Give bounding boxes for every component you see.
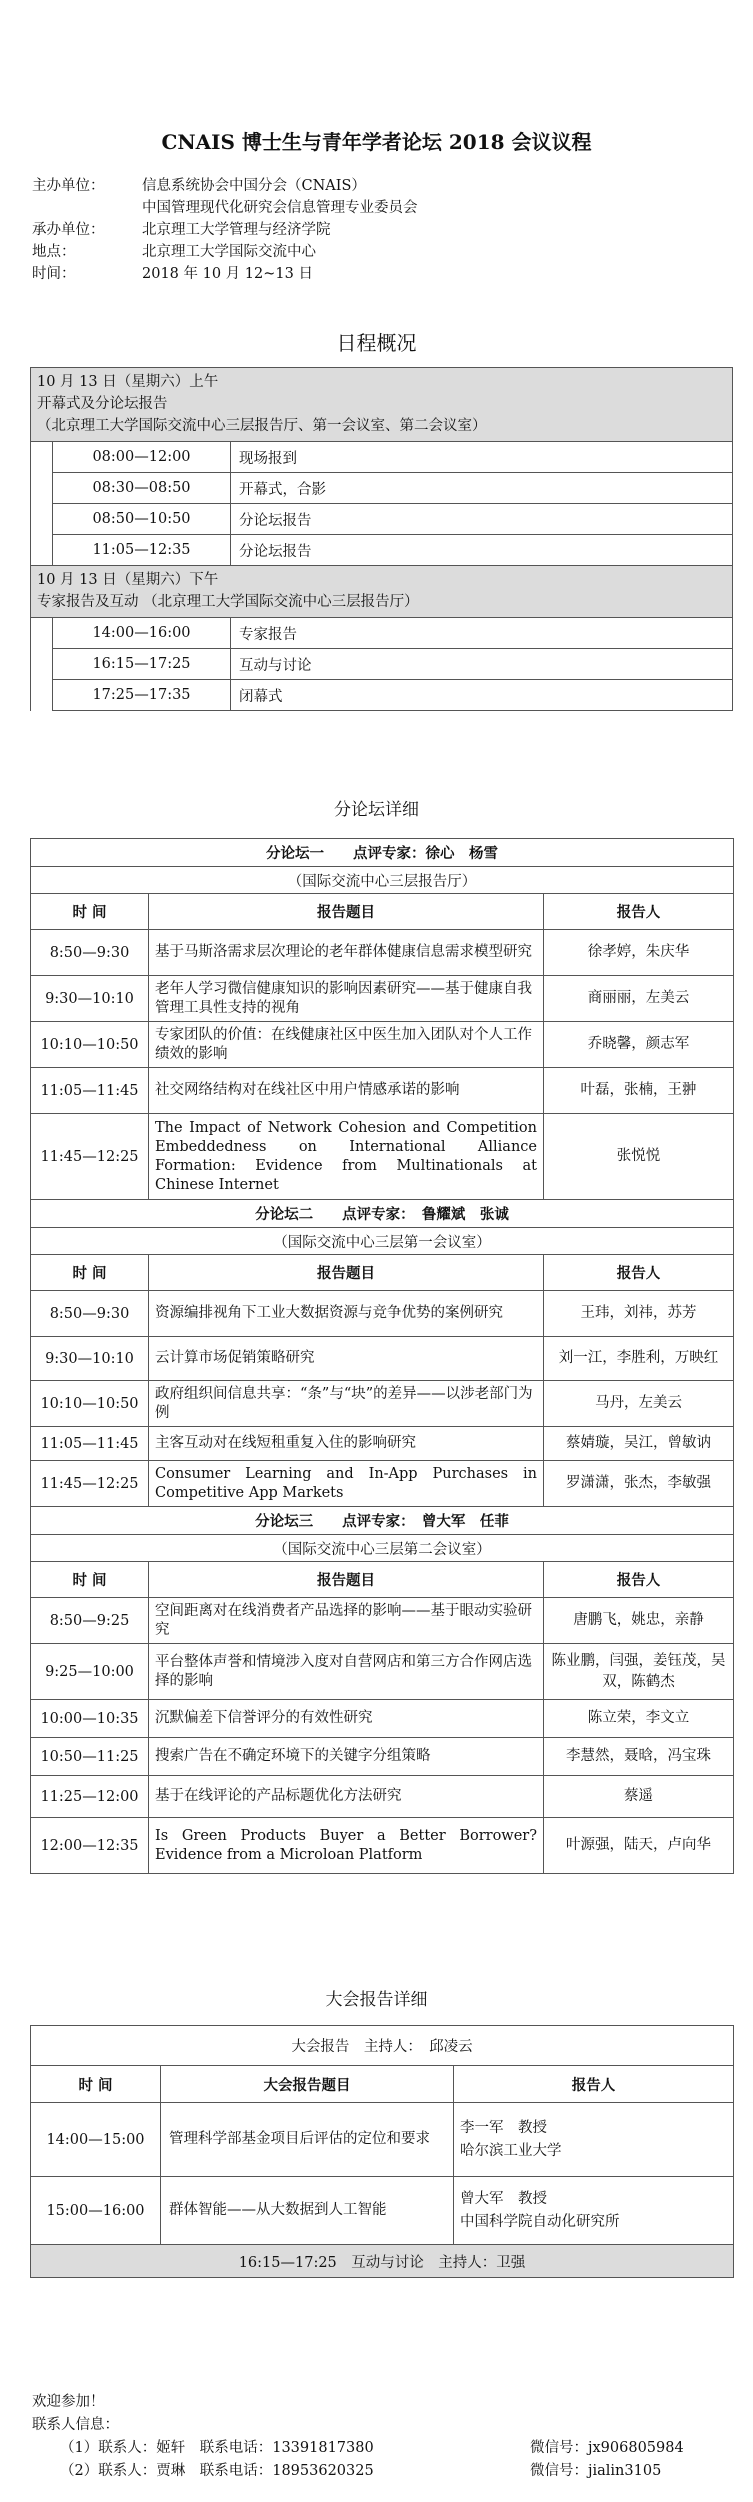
row-speaker: 王玮，刘祎，苏芳 — [544, 1291, 734, 1337]
row-topic: 主客互动对在线短租重复入住的影响研究 — [149, 1427, 544, 1461]
column-header — [31, 1255, 734, 1291]
row-topic: 沉默偏差下信誉评分的有效性研究 — [149, 1700, 544, 1738]
col-topic: 报告题目 — [149, 894, 544, 930]
row-time: 9:30—10:10 — [31, 976, 149, 1022]
row-topic: 老年人学习微信健康知识的影响因素研究——基于健康自我管理工具性支持的视角 — [149, 976, 544, 1022]
row-time: 9:25—10:00 — [31, 1644, 149, 1700]
forum-name: 分论坛二 点评专家： 鲁耀斌 张诚 — [31, 1200, 734, 1228]
row-speaker: 陈业鹏，闫强，姜钰茂，吴双，陈鹤杰 — [544, 1644, 734, 1700]
welcome-text: 欢迎参加！ — [32, 2394, 105, 2410]
col-topic: 大会报告题目 — [161, 2066, 454, 2103]
overview-item: 闭幕式 — [231, 680, 733, 711]
overview-row — [31, 618, 733, 649]
row-time: 12:00—12:35 — [31, 1818, 149, 1874]
overview-header-line: 专家报告及互动 （北京理工大学国际交流中心三层报告厅） — [37, 594, 419, 610]
spacer-cell — [31, 504, 53, 535]
table-row — [31, 1776, 734, 1818]
overview-header-line: 10 月 13 日（星期六）上午 — [37, 374, 219, 390]
table-row — [31, 1738, 734, 1776]
row-time: 15:00—16:00 — [31, 2177, 161, 2245]
info-value — [142, 263, 313, 285]
table-row — [31, 1381, 734, 1427]
overview-title: 日程概况 — [336, 331, 417, 355]
speaker-affiliation: 中国科学院自动化研究所 — [460, 2213, 620, 2230]
speaker-affiliation: 哈尔滨工业大学 — [460, 2142, 562, 2159]
table-row — [31, 1700, 734, 1738]
spacer-cell — [31, 680, 53, 711]
overview-item: 专家报告 — [231, 618, 733, 649]
overview-row — [31, 473, 733, 504]
forum-venue-text: （国际交流中心三层第一会议室） — [31, 1228, 734, 1255]
overview-am-header — [31, 368, 733, 442]
row-speaker — [454, 2103, 734, 2177]
info-value-line: 信息系统协会中国分会（CNAIS） — [142, 178, 366, 194]
subforum-table — [30, 838, 734, 1874]
table-row — [31, 1068, 734, 1114]
row-time: 11:25—12:00 — [31, 1776, 149, 1818]
row-time: 11:45—12:25 — [31, 1461, 149, 1507]
forum-venue-text: （国际交流中心三层第二会议室） — [31, 1535, 734, 1562]
row-time: 11:05—11:45 — [31, 1068, 149, 1114]
info-value-line: 北京理工大学管理与经济学院 — [142, 222, 331, 238]
overview-time: 08:00—12:00 — [53, 442, 231, 473]
row-time: 8:50—9:25 — [31, 1598, 149, 1644]
row-time: 8:50—9:30 — [31, 930, 149, 976]
row-topic: 基于在线评论的产品标题优化方法研究 — [149, 1776, 544, 1818]
col-time: 时 间 — [31, 1255, 149, 1291]
overview-item: 互动与讨论 — [231, 649, 733, 680]
info-row-host — [32, 175, 418, 219]
overview-time: 16:15—17:25 — [53, 649, 231, 680]
contact-text: 联系人：姬轩 联系电话：13391817380 — [98, 2440, 374, 2456]
overview-item: 分论坛报告 — [231, 504, 733, 535]
info-label: 主办单位： — [32, 178, 105, 194]
row-time: 11:45—12:25 — [31, 1114, 149, 1200]
contact-indent — [32, 2460, 60, 2483]
info-label: 时间： — [32, 266, 76, 282]
contact-info — [60, 2437, 530, 2460]
info-label: 承办单位： — [32, 222, 105, 238]
contact-no: （2） — [60, 2463, 99, 2479]
info-value-line: 北京理工大学国际交流中心 — [142, 244, 316, 260]
row-topic: 云计算市场促销策略研究 — [149, 1337, 544, 1381]
col-speaker: 报告人 — [544, 894, 734, 930]
overview-pm-header-cell — [31, 566, 733, 618]
info-value — [142, 175, 418, 219]
row-time: 8:50—9:30 — [31, 1291, 149, 1337]
forum-header — [31, 839, 734, 867]
row-speaker: 刘一江，李胜利，万映红 — [544, 1337, 734, 1381]
row-topic: 专家团队的价值：在线健康社区中医生加入团队对个人工作绩效的影响 — [149, 1022, 544, 1068]
column-header — [31, 1562, 734, 1598]
info-value — [142, 219, 331, 241]
overview-time: 17:25—17:35 — [53, 680, 231, 711]
row-speaker: 徐孝婷，朱庆华 — [544, 930, 734, 976]
row-topic: 基于马斯洛需求层次理论的老年群体健康信息需求模型研究 — [149, 930, 544, 976]
table-row — [31, 1291, 734, 1337]
table-row — [31, 2103, 734, 2177]
spacer-cell — [31, 618, 53, 649]
row-time: 10:10—10:50 — [31, 1022, 149, 1068]
contact-wechat: 微信号：jialin3105 — [530, 2463, 662, 2479]
table-row — [31, 976, 734, 1022]
spacer-cell — [31, 442, 53, 473]
info-value-line: 2018 年 10 月 12~13 日 — [142, 266, 313, 282]
table-row — [31, 1022, 734, 1068]
row-speaker: 马丹，左美云 — [544, 1381, 734, 1427]
contact-row — [32, 2437, 684, 2460]
speaker-name: 李一军 教授 — [460, 2119, 547, 2136]
overview-header-line: 10 月 13 日（星期六）下午 — [37, 572, 219, 588]
overview-pm-header — [31, 566, 733, 618]
plenary-closing: 16:15—17:25 互动与讨论 主持人：卫强 — [31, 2245, 734, 2278]
col-time: 时 间 — [31, 894, 149, 930]
row-topic: The Impact of Network Cohesion and Competition Embeddedness on International Alliance Formation: Evidence from Multinationals at Chinese Internet — [149, 1114, 544, 1200]
spacer-cell — [31, 535, 53, 566]
plenary-closing-row — [31, 2245, 734, 2278]
row-time: 11:05—11:45 — [31, 1427, 149, 1461]
row-topic: 空间距离对在线消费者产品选择的影响——基于眼动实验研究 — [149, 1598, 544, 1644]
contact-wechat: 微信号：jx906805984 — [530, 2440, 684, 2456]
row-speaker: 罗潇潇，张杰，李敏强 — [544, 1461, 734, 1507]
row-time: 10:50—11:25 — [31, 1738, 149, 1776]
overview-row — [31, 535, 733, 566]
row-topic: 社交网络结构对在线社区中用户情感承诺的影响 — [149, 1068, 544, 1114]
forum-header — [31, 1507, 734, 1535]
forum-header — [31, 1200, 734, 1228]
speaker-name: 曾大军 教授 — [460, 2190, 547, 2207]
forum-name: 分论坛三 点评专家： 曾大军 任菲 — [31, 1507, 734, 1535]
overview-row — [31, 504, 733, 535]
contact-row — [32, 2460, 684, 2483]
table-row — [31, 2177, 734, 2245]
info-row-time — [32, 263, 418, 285]
col-time: 时 间 — [31, 1562, 149, 1598]
forum-venue — [31, 867, 734, 894]
contact-indent — [32, 2437, 60, 2460]
row-topic: 政府组织间信息共享：“条”与“块”的差异——以涉老部门为例 — [149, 1381, 544, 1427]
row-speaker: 蔡遥 — [544, 1776, 734, 1818]
table-row — [31, 1337, 734, 1381]
overview-row — [31, 680, 733, 711]
row-topic: 管理科学部基金项目后评估的定位和要求 — [161, 2103, 454, 2177]
contact-title: 联系人信息： — [32, 2417, 119, 2433]
overview-row — [31, 442, 733, 473]
overview-time: 08:30—08:50 — [53, 473, 231, 504]
forum-venue — [31, 1228, 734, 1255]
overview-header-line: （北京理工大学国际交流中心三层报告厅、第一会议室、第二会议室） — [37, 418, 487, 434]
row-topic: 资源编排视角下工业大数据资源与竞争优势的案例研究 — [149, 1291, 544, 1337]
row-speaker: 叶磊，张楠，王翀 — [544, 1068, 734, 1114]
row-speaker: 商丽丽，左美云 — [544, 976, 734, 1022]
row-speaker — [454, 2177, 734, 2245]
overview-time: 08:50—10:50 — [53, 504, 231, 535]
row-time: 10:10—10:50 — [31, 1381, 149, 1427]
row-speaker: 陈立荣，李文立 — [544, 1700, 734, 1738]
row-topic: 群体智能——从大数据到人工智能 — [161, 2177, 454, 2245]
row-time: 10:00—10:35 — [31, 1700, 149, 1738]
col-speaker: 报告人 — [544, 1255, 734, 1291]
row-speaker: 蔡婧璇，吴江，曾敏讷 — [544, 1427, 734, 1461]
overview-item: 现场报到 — [231, 442, 733, 473]
spacer-cell — [31, 649, 53, 680]
column-header — [31, 2066, 734, 2103]
row-topic: Is Green Products Buyer a Better Borrower? Evidence from a Microloan Platform — [149, 1818, 544, 1874]
plenary-caption: 大会报告 主持人： 邱凌云 — [31, 2026, 734, 2066]
overview-time: 14:00—16:00 — [53, 618, 231, 649]
table-row — [31, 1644, 734, 1700]
info-row-organizer — [32, 219, 418, 241]
row-speaker: 乔晓馨，颜志军 — [544, 1022, 734, 1068]
organizer-info — [32, 175, 418, 285]
info-row-location — [32, 241, 418, 263]
plenary-table — [30, 2025, 734, 2278]
overview-row — [31, 649, 733, 680]
col-topic: 报告题目 — [149, 1562, 544, 1598]
forum-venue-text: （国际交流中心三层报告厅） — [31, 867, 734, 894]
row-topic: 搜索广告在不确定环境下的关键字分组策略 — [149, 1738, 544, 1776]
row-topic: 平台整体声誉和情境涉入度对自营网店和第三方合作网店选择的影响 — [149, 1644, 544, 1700]
overview-header-line: 开幕式及分论坛报告 — [37, 396, 168, 412]
forum-name: 分论坛一 点评专家：徐心 杨雪 — [31, 839, 734, 867]
info-label: 地点： — [32, 244, 76, 260]
info-value — [142, 241, 316, 263]
column-header — [31, 894, 734, 930]
table-row — [31, 930, 734, 976]
info-value-line: 中国管理现代化研究会信息管理专业委员会 — [142, 200, 418, 216]
contact-info — [60, 2460, 530, 2483]
overview-item: 分论坛报告 — [231, 535, 733, 566]
spacer-cell — [31, 473, 53, 504]
page-title: CNAIS 博士生与青年学者论坛 2018 会议议程 — [161, 130, 592, 154]
col-speaker: 报告人 — [544, 1562, 734, 1598]
row-speaker: 唐鹏飞，姚忠，亲静 — [544, 1598, 734, 1644]
row-time: 14:00—15:00 — [31, 2103, 161, 2177]
col-topic: 报告题目 — [149, 1255, 544, 1291]
overview-table — [30, 367, 733, 711]
table-row — [31, 1461, 734, 1507]
subforum-title: 分论坛详细 — [334, 800, 419, 820]
table-row — [31, 1427, 734, 1461]
overview-am-header-cell — [31, 368, 733, 442]
overview-item: 开幕式，合影 — [231, 473, 733, 504]
plenary-caption-row — [31, 2026, 734, 2066]
row-topic: Consumer Learning and In-App Purchases in Competitive App Markets — [149, 1461, 544, 1507]
row-speaker: 叶源强，陆天，卢向华 — [544, 1818, 734, 1874]
table-row — [31, 1114, 734, 1200]
col-speaker: 报告人 — [454, 2066, 734, 2103]
forum-venue — [31, 1535, 734, 1562]
col-time: 时 间 — [31, 2066, 161, 2103]
contact-no: （1） — [60, 2440, 99, 2456]
table-row — [31, 1598, 734, 1644]
overview-time: 11:05—12:35 — [53, 535, 231, 566]
plenary-title: 大会报告详细 — [325, 1990, 428, 2010]
table-row — [31, 1818, 734, 1874]
row-speaker: 张悦悦 — [544, 1114, 734, 1200]
row-time: 9:30—10:10 — [31, 1337, 149, 1381]
contact-text: 联系人：贾琳 联系电话：18953620325 — [98, 2463, 374, 2479]
footer — [32, 2391, 684, 2483]
row-speaker: 李慧然，聂晗，冯宝珠 — [544, 1738, 734, 1776]
